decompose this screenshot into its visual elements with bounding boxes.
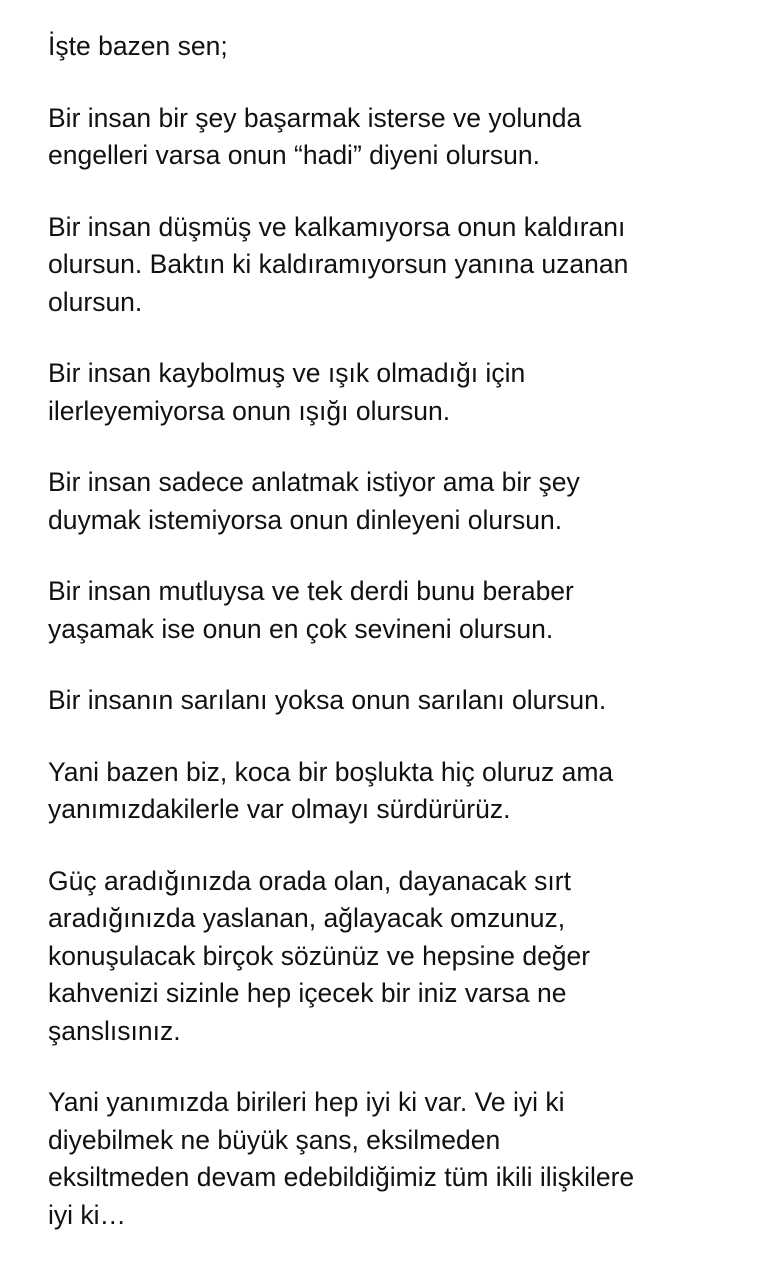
paragraph-5: [48, 573, 738, 648]
paragraph-4: [48, 464, 738, 539]
text-line: olursun.: [48, 286, 143, 317]
text-line: Bir insanın sarılanı yoksa onun sarılanı olursun.: [48, 685, 607, 715]
note-body: [48, 28, 738, 1268]
paragraph-6: [48, 682, 738, 720]
text-line: Güç aradığınızda orada olan, dayanacak sırt: [48, 865, 571, 896]
text-line: diyebilmek ne büyük şans, eksilmeden: [48, 1124, 501, 1155]
text-line: Bir insan mutluysa ve tek derdi bunu beraber: [48, 576, 574, 606]
text-line: ilerleyemiyorsa onun ışığı olursun.: [48, 395, 451, 426]
text-line: şanslısınız.: [48, 1015, 181, 1046]
text-line: Bir insan kaybolmuş ve ışık olmadığı için: [48, 358, 526, 388]
paragraph-2: [48, 209, 738, 322]
text-line: yanımızdakilerle var olmayı sürdürürüz.: [48, 794, 511, 824]
note-title: [48, 28, 738, 66]
text-line: engelleri varsa onun “hadi” diyeni olursun.: [48, 140, 541, 170]
text-line: olursun. Baktın ki kaldıramıyorsun yanına uzanan: [48, 249, 629, 279]
text-line: Yani yanımızda birileri hep iyi ki var. Ve iyi ki: [48, 1087, 565, 1117]
text-line: aradığınızda yaslanan, ağlayacak omzunuz,: [48, 903, 566, 933]
text-line: yaşamak ise onun en çok sevineni olursun.: [48, 613, 554, 644]
paragraph-1: [48, 100, 738, 175]
text-line: Bir insan düşmüş ve kalkamıyorsa onun kaldıranı: [48, 211, 626, 242]
text-line: eksiltmeden devam edebildiğimiz tüm ikili ilişkilere: [48, 1162, 635, 1192]
text-line: Yani bazen biz, koca bir boşlukta hiç oluruz ama: [48, 756, 614, 787]
text-line: iyi ki…: [48, 1199, 127, 1230]
paragraph-3: [48, 355, 738, 430]
title-line: İşte bazen sen;: [48, 31, 228, 61]
text-line: duymak istemiyorsa onun dinleyeni olursun.: [48, 504, 563, 535]
text-line: kahvenizi sizinle hep içecek bir iniz varsa ne: [48, 978, 567, 1008]
paragraph-8: [48, 863, 738, 1051]
text-line: Bir insan sadece anlatmak istiyor ama bir şey: [48, 467, 580, 497]
paragraph-9: [48, 1084, 738, 1234]
paragraph-7: [48, 754, 738, 829]
text-line: konuşulacak birçok sözünüz ve hepsine değer: [48, 940, 591, 971]
text-line: Bir insan bir şey başarmak isterse ve yolunda: [48, 102, 582, 133]
